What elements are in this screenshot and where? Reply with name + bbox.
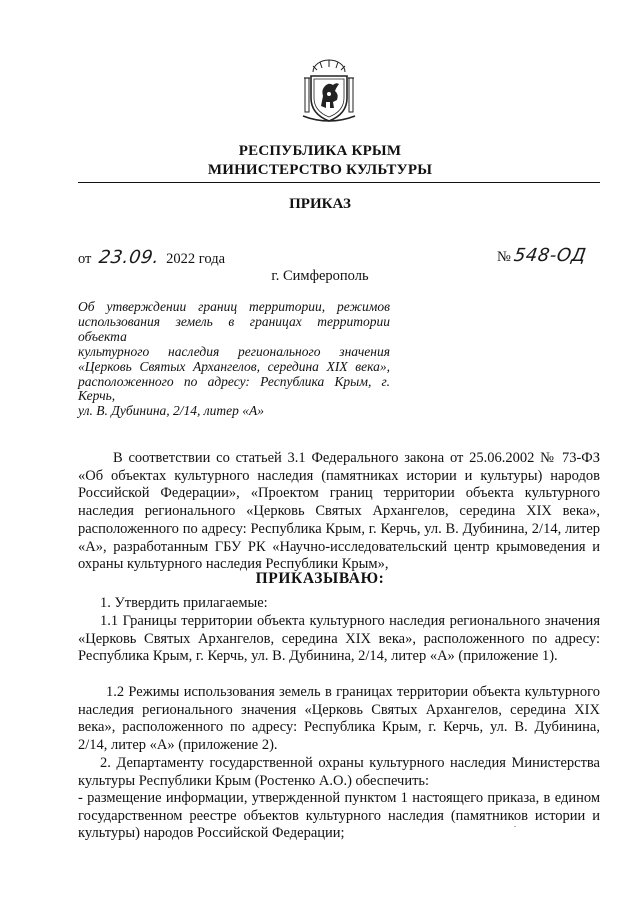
subject-line: использования земель в границах территории объекта bbox=[78, 313, 390, 344]
org-name-republic: РЕСПУБЛИКА КРЫМ bbox=[238, 143, 402, 159]
item-1-1: 1.1 Границы территории объекта культурного наследия регионального значения «Церковь Святых Архангелов, середина XIX века», расположенного по адресу: Республика Крым, г. Керчь, ул. В. Дубинина, 2/14, литер «А» (приложение 1). bbox=[78, 613, 600, 665]
item-1: 1. Утвердить прилагаемые: bbox=[100, 595, 268, 611]
order-subject bbox=[78, 300, 390, 419]
order-number bbox=[497, 245, 587, 266]
crimea-coat-of-arms-icon bbox=[299, 58, 359, 124]
date-prefix: от bbox=[78, 251, 92, 267]
decree-heading: ПРИКАЗЫВАЮ: bbox=[255, 570, 385, 587]
handwritten-date: 23.09. bbox=[97, 247, 161, 268]
item-2-bullet: - размещение информации, утвержденной пунктом 1 настоящего приказа, в едином государственном реестре объектов культурного наследия (памятников истории и культуры) народов Российской Федерации; bbox=[78, 790, 600, 842]
number-prefix: № bbox=[497, 249, 511, 265]
subject-line: Об утверждении границ территории, режимов bbox=[78, 299, 390, 314]
org-name-ministry: МИНИСТЕРСТВО КУЛЬТУРЫ bbox=[207, 162, 433, 178]
subject-line: «Церковь Святых Архангелов, середина XIX века», bbox=[78, 358, 390, 374]
preamble-paragraph: В соответствии со статьей 3.1 Федерального закона от 25.06.2002 № 73-ФЗ «Об объектах культурного наследия (памятниках истории и культуры) народов Российской Федерации», «Проектом границ территории объекта культурного наследия регионального «Церковь Святых Архангелов, середина XIX века», расположенного по адресу: Республика Крым, г. Керчь, ул. В. Дубинина, 2/14, литер «А», разработанным ГБУ РК «Научно-исследовательский центр крымоведения и охраны культурного наследия Республики Крым», bbox=[78, 450, 600, 573]
subject-line: культурного наследия регионального значения bbox=[78, 343, 390, 359]
scan-speck bbox=[514, 826, 516, 827]
subject-line: ул. В. Дубинина, 2/14, литер «А» bbox=[78, 403, 265, 419]
item-1-2: 1.2 Режимы использования земель в границах территории объекта культурного наследия регионального значения «Церковь Святых Архангелов, середина XIX века», расположенного по адресу: Республика Крым, г. Керчь, ул. В. Дубинина, 2/14, литер «А» (приложение 2). bbox=[78, 684, 600, 754]
city: г. Симферополь bbox=[271, 268, 369, 284]
subject-line: расположенного по адресу: Республика Крым, г. Керчь, bbox=[78, 373, 390, 404]
date-year: 2022 года bbox=[166, 251, 226, 267]
header-divider bbox=[78, 182, 600, 183]
order-date bbox=[78, 247, 225, 268]
handwritten-number: 548-ОД bbox=[512, 245, 589, 266]
item-2: 2. Департаменту государственной охраны культурного наследия Министерства культуры Республики Крым (Ростенко А.О.) обеспечить: bbox=[78, 755, 600, 789]
document-title: ПРИКАЗ bbox=[289, 196, 351, 212]
